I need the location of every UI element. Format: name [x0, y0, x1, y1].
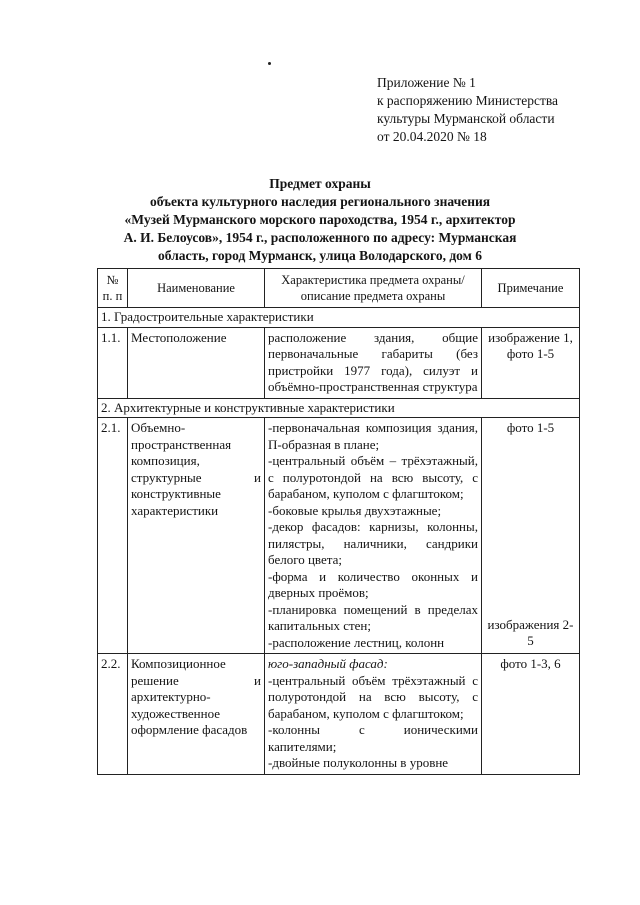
appendix-note: [377, 74, 617, 146]
table-row: [98, 654, 580, 775]
desc-item: -колонны с ионическими капителями;: [268, 722, 478, 754]
row-name: Композиционное решение и архитектурно-художественное оформление фасадов: [128, 654, 265, 775]
desc-item: -боковые крылья двухэтажные;: [268, 502, 442, 518]
title-line: А. И. Белоусов», 1954 г., расположенного по адресу: Мурманская: [123, 230, 517, 245]
header-name: Наименование: [128, 269, 265, 308]
desc-item: -двойные полуколонны в уровне: [268, 755, 449, 770]
desc-item: -центральный объём трёхэтажный с полуротондой на всю высоту, с барабаном, куполом с флагштоком;: [268, 672, 478, 721]
row-description: [265, 654, 482, 775]
row-note: [482, 418, 580, 654]
protection-table: [97, 268, 580, 775]
table-header-row: [98, 269, 580, 308]
row-note: изображение 1, фото 1-5: [482, 327, 580, 398]
appendix-line: Приложение № 1: [377, 75, 476, 90]
desc-item: -первоначальная композиция здания, П-образная в плане;: [268, 420, 478, 452]
desc-item: -декор фасадов: карнизы, колонны, пилястры, наличники, сандрики белого цвета;: [268, 519, 478, 567]
desc-item: -форма и количество оконных и дверных проёмов;: [268, 568, 478, 600]
row-num: 2.1.: [98, 418, 128, 654]
header-num: № п. п: [98, 269, 128, 308]
row-num: 2.2.: [98, 654, 128, 775]
row-name: Объемно-пространственная композиция, структурные и конструктивные характеристики: [128, 418, 265, 654]
row-note: фото 1-3, 6: [482, 654, 580, 775]
row-num: 1.1.: [98, 327, 128, 398]
scan-dot: [268, 62, 271, 65]
table-row: [98, 327, 580, 398]
title-line: объекта культурного наследия регионального значения: [149, 194, 491, 209]
document-title: [90, 175, 550, 265]
title-line: область, город Мурманск, улица Володарского, дом 6: [158, 248, 482, 263]
desc-heading: юго-западный фасад:: [268, 656, 388, 671]
section-title: 2. Архитектурные и конструктивные характеристики: [98, 398, 580, 418]
section-title: 1. Градостроительные характеристики: [98, 308, 580, 328]
desc-item: -расположение лестниц, колонн: [268, 634, 445, 650]
desc-item: -центральный объём – трёхэтажный, с полуротондой на всю высоту, с барабаном, куполом с флагштоком;: [268, 453, 478, 501]
desc-item: -планировка помещений в пределах капитальных стен;: [268, 601, 478, 633]
appendix-line: от 20.04.2020 № 18: [377, 129, 487, 144]
header-note: Примечание: [482, 269, 580, 308]
header-characteristic: Характеристика предмета охраны/описание предмета охраны: [265, 269, 482, 308]
row-description: расположение здания, общие первоначальные габариты (без пристройки 1977 года), силуэт и объёмно-пространственная структура: [265, 327, 482, 398]
note-spacer: [485, 437, 576, 617]
row-name: Местоположение: [128, 327, 265, 398]
note-item: фото 1-5: [506, 420, 555, 435]
section-row: [98, 308, 580, 328]
appendix-line: культуры Мурманской области: [377, 111, 555, 126]
table-row: [98, 418, 580, 654]
row-description: [265, 418, 482, 654]
section-row: [98, 398, 580, 418]
title-line: «Музей Мурманского морского пароходства, 1954 г., архитектор: [124, 212, 516, 227]
appendix-line: к распоряжению Министерства: [377, 93, 559, 108]
note-item: изображения 2-5: [487, 616, 574, 648]
title-line: Предмет охраны: [269, 176, 371, 191]
